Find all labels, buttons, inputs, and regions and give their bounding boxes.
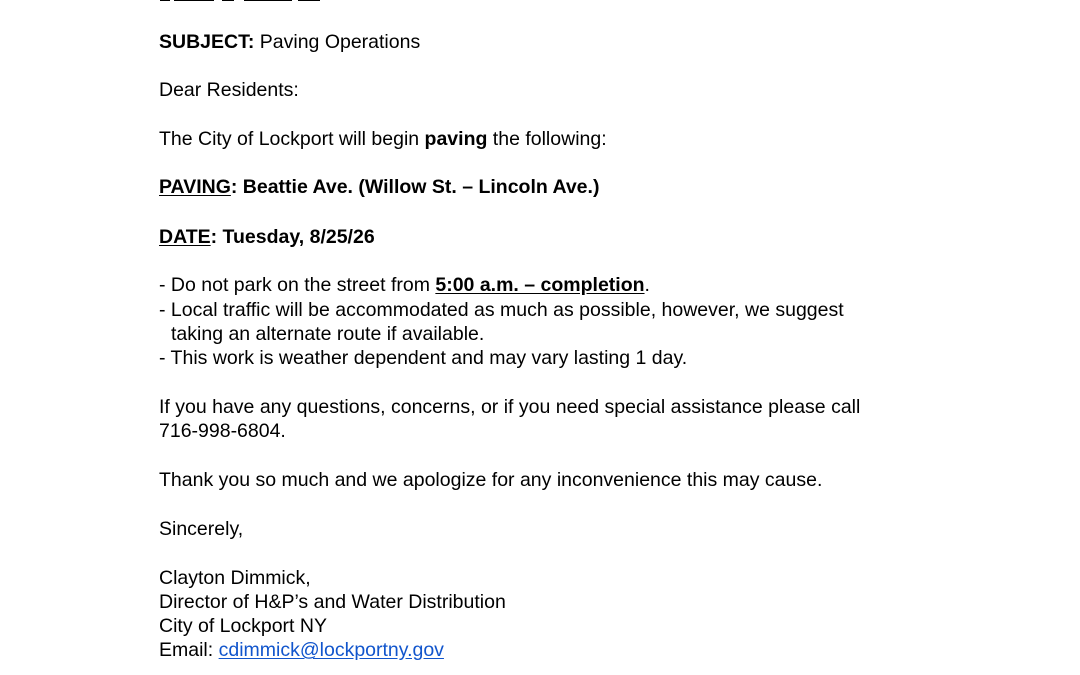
subject-text: Paving Operations (254, 31, 421, 53)
bullet-local-traffic-line1: - Local traffic will be accommodated as much as possible, however, we suggest (159, 299, 844, 321)
intro-after: the following: (487, 128, 607, 150)
signature-email-line (159, 638, 444, 662)
questions-phone: 716-998-6804. (159, 420, 286, 442)
subject-line (159, 30, 420, 54)
signature-name: Clayton Dimmick, (159, 567, 311, 589)
bullet-1-after: . (644, 274, 650, 296)
questions-line1: If you have any questions, concerns, or if you need special assistance please call (159, 396, 861, 418)
salutation: Dear Residents: (159, 79, 299, 101)
closing: Sincerely, (159, 518, 244, 540)
intro-before: The City of Lockport will begin (159, 128, 425, 150)
signature-title: Director of H&P’s and Water Distribution (159, 591, 506, 613)
cutoff-header-remnant (160, 0, 420, 4)
cutoff-header-text (160, 0, 420, 10)
intro-bold: paving (424, 128, 488, 150)
bullet-weather: - This work is weather dependent and may vary lasting 1 day. (159, 347, 688, 369)
bullet-local-traffic-line2: taking an alternate route if available. (171, 323, 485, 345)
signature-org: City of Lockport NY (159, 615, 327, 637)
email-link[interactable]: cdimmick@lockportny.gov (218, 639, 444, 661)
subject-label: SUBJECT: (159, 31, 255, 53)
date-line (159, 225, 375, 249)
bullet-no-parking (159, 273, 650, 297)
intro-line (159, 127, 607, 151)
date-text: : Tuesday, 8/25/26 (210, 226, 375, 248)
bullet-1-before: - Do not park on the street from (159, 274, 436, 296)
date-label: DATE (159, 226, 211, 248)
paving-text: : Beattie Ave. (Willow St. – Lincoln Ave.) (230, 176, 600, 198)
paving-label: PAVING (159, 176, 231, 198)
paving-line (159, 175, 599, 199)
email-label: Email: (159, 639, 219, 661)
bullet-1-bold: 5:00 a.m. – completion (435, 274, 645, 296)
thanks-line: Thank you so much and we apologize for any inconvenience this may cause. (159, 469, 823, 491)
